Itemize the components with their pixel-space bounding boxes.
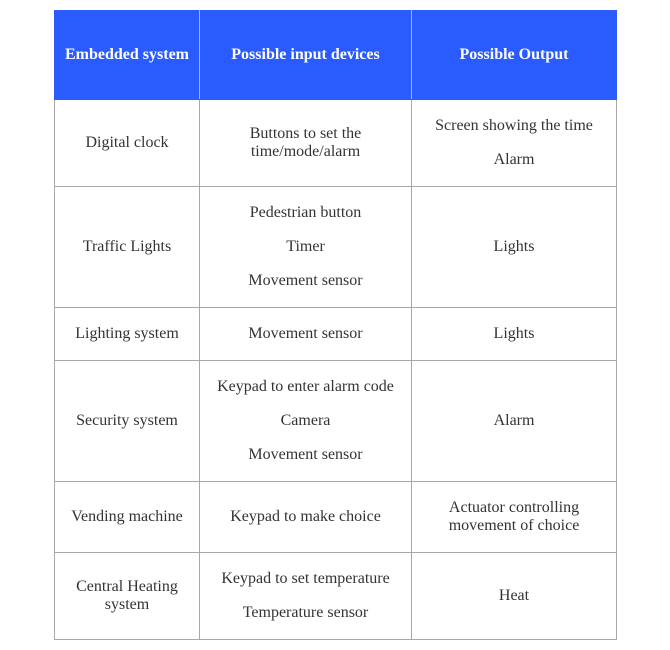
inputs-cell xyxy=(200,361,412,482)
system-cell xyxy=(55,361,200,482)
input-device: Movement sensor xyxy=(248,272,363,289)
table-row xyxy=(55,308,617,361)
input-device: Keypad to set temperature xyxy=(221,570,390,587)
system-cell xyxy=(55,187,200,308)
system-name: Lighting system xyxy=(75,325,179,342)
input-device: Keypad to enter alarm code xyxy=(217,378,394,395)
system-name: Vending machine xyxy=(71,508,183,525)
output-device: Heat xyxy=(498,587,530,604)
output-device: Alarm xyxy=(493,412,535,429)
input-device: Camera xyxy=(280,412,331,429)
input-device: Buttons to set the time/mode/alarm xyxy=(249,125,362,160)
system-name: Security system xyxy=(76,412,178,429)
outputs-cell xyxy=(412,553,617,640)
output-device: Alarm xyxy=(493,151,535,168)
header-row xyxy=(55,11,617,100)
inputs-cell xyxy=(200,100,412,187)
header-output: Possible Output xyxy=(412,11,617,100)
system-name: Central Heating system xyxy=(76,578,178,613)
outputs-cell xyxy=(412,187,617,308)
table-row xyxy=(55,187,617,308)
table-row xyxy=(55,553,617,640)
inputs-cell xyxy=(200,187,412,308)
input-device: Timer xyxy=(286,238,325,255)
output-device: Screen showing the time xyxy=(435,117,593,134)
system-cell xyxy=(55,308,200,361)
system-cell xyxy=(55,553,200,640)
outputs-cell xyxy=(412,308,617,361)
output-device: Lights xyxy=(493,238,535,255)
outputs-cell xyxy=(412,482,617,553)
inputs-cell xyxy=(200,553,412,640)
input-device: Keypad to make choice xyxy=(230,508,381,525)
system-name: Traffic Lights xyxy=(82,238,172,255)
input-device: Temperature sensor xyxy=(242,604,369,621)
header-embedded-system: Embedded system xyxy=(55,11,200,100)
output-device: Actuator controlling movement of choice xyxy=(448,499,580,534)
inputs-cell xyxy=(200,308,412,361)
output-device: Lights xyxy=(493,325,535,342)
table-row xyxy=(55,361,617,482)
input-device: Movement sensor xyxy=(248,446,363,463)
outputs-cell xyxy=(412,361,617,482)
outputs-cell xyxy=(412,100,617,187)
embedded-systems-table-container xyxy=(54,10,616,640)
system-cell xyxy=(55,100,200,187)
input-device: Movement sensor xyxy=(248,325,363,342)
system-cell xyxy=(55,482,200,553)
input-device: Pedestrian button xyxy=(249,204,362,221)
table-row xyxy=(55,482,617,553)
inputs-cell xyxy=(200,482,412,553)
system-name: Digital clock xyxy=(85,134,169,151)
header-input-devices: Possible input devices xyxy=(200,11,412,100)
embedded-systems-table xyxy=(54,10,617,640)
table-row xyxy=(55,100,617,187)
